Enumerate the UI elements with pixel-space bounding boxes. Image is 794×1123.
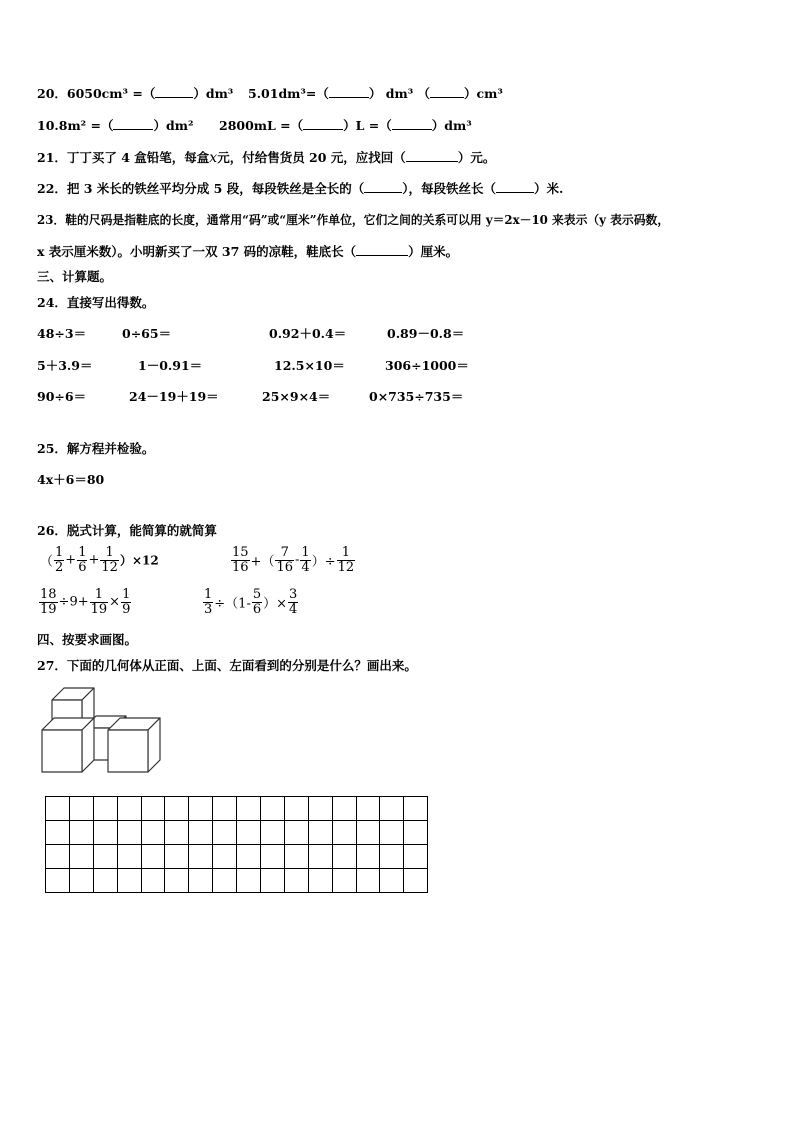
grid-cell[interactable] <box>189 821 213 845</box>
grid-cell[interactable] <box>69 869 93 893</box>
fraction: $\frac{1}{6}$ <box>78 545 87 575</box>
grid-cell[interactable] <box>93 797 117 821</box>
grid-cell[interactable] <box>117 821 141 845</box>
grid-cell[interactable] <box>261 845 285 869</box>
q24-item: 0.89－0.8＝ <box>387 326 465 341</box>
answer-blank[interactable] <box>155 87 193 98</box>
grid-cell[interactable] <box>117 845 141 869</box>
grid-cell[interactable] <box>46 845 70 869</box>
grid-cell[interactable] <box>69 797 93 821</box>
q24-item: 90÷6＝ <box>37 389 87 404</box>
grid-cell[interactable] <box>237 821 261 845</box>
grid-cell[interactable] <box>308 845 332 869</box>
grid-cell[interactable] <box>189 869 213 893</box>
grid-cell[interactable] <box>165 869 189 893</box>
fraction: $\frac{1}{12}$ <box>101 545 118 575</box>
grid-cell[interactable] <box>46 797 70 821</box>
grid-cell[interactable] <box>69 821 93 845</box>
drawing-grid[interactable] <box>45 796 428 893</box>
q27-title: 27．下面的几何体从正面、上面、左面看到的分别是什么？画出来。 <box>37 658 417 673</box>
answer-blank[interactable] <box>364 182 402 193</box>
q24-item: 48÷3＝ <box>37 326 87 341</box>
q20-part-b: 5.01dm³=（ ） dm³ （ ）cm³ <box>248 86 503 101</box>
grid-cell[interactable] <box>284 845 308 869</box>
grid-row <box>46 821 428 845</box>
grid-cell[interactable] <box>213 797 237 821</box>
grid-cell[interactable] <box>284 797 308 821</box>
grid-cell[interactable] <box>308 821 332 845</box>
cube-solid-figure <box>38 684 166 776</box>
q20-part-d: 2800mL =（ ）L =（ ）dm³ <box>219 118 472 133</box>
grid-cell[interactable] <box>189 797 213 821</box>
q26-expression-1: （ $\frac{1}{2}$ + $\frac{1}{6}$ + $\frac{1}{12}$ ）×12 <box>40 545 159 575</box>
grid-cell[interactable] <box>261 797 285 821</box>
grid-cell[interactable] <box>380 845 404 869</box>
grid-cell[interactable] <box>213 821 237 845</box>
fraction: $\frac{3}{4}$ <box>289 587 298 617</box>
q22: 22．把 3 米长的铁丝平均分成 5 段，每段铁丝是全长的（ ），每段铁丝长（ ）米. <box>37 181 564 196</box>
grid-cell[interactable] <box>141 797 165 821</box>
grid-cell[interactable] <box>356 869 380 893</box>
grid-row <box>46 869 428 893</box>
grid-cell[interactable] <box>46 821 70 845</box>
fraction: $\frac{15}{16}$ <box>232 545 249 575</box>
fraction: $\frac{5}{6}$ <box>252 587 262 617</box>
answer-blank[interactable] <box>496 182 534 193</box>
q26-expression-3: $\frac{18}{19}$ ÷9+ $\frac{1}{19}$ × $\frac{1}{9}$ <box>40 587 131 617</box>
grid-row <box>46 797 428 821</box>
grid-cell[interactable] <box>332 821 356 845</box>
q25-equation: 4x＋6＝80 <box>37 472 105 487</box>
grid-cell[interactable] <box>356 821 380 845</box>
fraction: $\frac{7}{16}$ <box>276 545 293 575</box>
q24-item: 1－0.91＝ <box>138 358 203 373</box>
answer-blank[interactable] <box>356 245 408 256</box>
answer-blank[interactable] <box>406 151 458 162</box>
fraction: $\frac{1}{2}$ <box>55 545 64 575</box>
grid-cell[interactable] <box>237 845 261 869</box>
q24-item: 25×9×4＝ <box>262 389 331 404</box>
section-heading: 三、计算题。 <box>37 269 113 284</box>
fraction: $\frac{1}{3}$ <box>204 587 213 617</box>
grid-cell[interactable] <box>284 821 308 845</box>
q24-item: 0×735÷735＝ <box>369 389 464 404</box>
grid-cell[interactable] <box>308 869 332 893</box>
grid-cell[interactable] <box>356 845 380 869</box>
grid-cell[interactable] <box>404 845 428 869</box>
grid-cell[interactable] <box>117 869 141 893</box>
fraction: $\frac{18}{19}$ <box>40 587 57 617</box>
grid-cell[interactable] <box>141 821 165 845</box>
q23-line2: x 表示厘米数）。小明新买了一双 37 码的凉鞋，鞋底长（ ）厘米。 <box>37 244 459 259</box>
grid-cell[interactable] <box>404 821 428 845</box>
grid-cell[interactable] <box>93 845 117 869</box>
fraction: $\frac{1}{12}$ <box>337 545 355 575</box>
answer-blank[interactable] <box>113 119 153 130</box>
grid-cell[interactable] <box>332 845 356 869</box>
q25-title: 25．解方程并检验。 <box>37 441 155 456</box>
q21: 21．丁丁买了 4 盒铅笔，每盒x元，付给售货员 20 元，应找回（ ）元。 <box>37 150 496 166</box>
grid-cell[interactable] <box>141 869 165 893</box>
q24-item: 12.5×10＝ <box>274 358 345 373</box>
fraction: $\frac{1}{4}$ <box>301 545 310 575</box>
cube-face <box>42 730 82 772</box>
answer-blank[interactable] <box>430 87 464 98</box>
grid-cell[interactable] <box>141 845 165 869</box>
grid-cell[interactable] <box>261 821 285 845</box>
grid-row <box>46 845 428 869</box>
grid-cell[interactable] <box>261 869 285 893</box>
grid-cell[interactable] <box>213 869 237 893</box>
q24-title: 24．直接写出得数。 <box>37 295 155 310</box>
q24-item: 0÷65＝ <box>122 326 172 341</box>
grid-cell[interactable] <box>93 869 117 893</box>
q20-line1: 20．6050cm³ =（ ）dm³ <box>37 86 234 101</box>
grid-cell[interactable] <box>356 797 380 821</box>
grid-cell[interactable] <box>380 869 404 893</box>
grid-cell[interactable] <box>117 797 141 821</box>
grid-cell[interactable] <box>404 869 428 893</box>
grid-cell[interactable] <box>165 821 189 845</box>
q26-expression-4: $\frac{1}{3}$ ÷（1- $\frac{5}{6}$ ）× $\frac{3}{4}$ <box>204 587 298 617</box>
fraction: $\frac{1}{19}$ <box>90 587 108 617</box>
q23-line1: 23．鞋的尺码是指鞋底的长度，通常用“码”或“厘米”作单位，它们之间的关系可以用 y＝2x－10 来表示（y 表示码数， <box>37 213 670 227</box>
cube-face <box>108 730 148 772</box>
section-heading: 四、按要求画图。 <box>37 632 138 647</box>
grid-cell[interactable] <box>380 821 404 845</box>
grid-cell[interactable] <box>69 845 93 869</box>
grid-cell[interactable] <box>380 797 404 821</box>
answer-blank[interactable] <box>303 119 343 130</box>
grid-cell[interactable] <box>237 869 261 893</box>
grid-cell[interactable] <box>332 869 356 893</box>
grid-cell[interactable] <box>46 869 70 893</box>
q26-expression-2: $\frac{15}{16}$ +（ $\frac{7}{16}$ - $\frac{1}{4}$ ）÷ $\frac{1}{12}$ <box>232 545 355 575</box>
grid-cell[interactable] <box>93 821 117 845</box>
grid-cell[interactable] <box>213 845 237 869</box>
grid-cell[interactable] <box>237 797 261 821</box>
grid-cell[interactable] <box>308 797 332 821</box>
answer-blank[interactable] <box>392 119 432 130</box>
q24-item: 5＋3.9＝ <box>37 358 93 373</box>
q20-line2: 10.8m² =（ ）dm² <box>37 118 194 133</box>
q24-item: 306÷1000＝ <box>385 358 469 373</box>
q24-item: 0.92＋0.4＝ <box>269 326 347 341</box>
fraction: $\frac{1}{9}$ <box>122 587 131 617</box>
q26-title: 26．脱式计算，能简算的就简算 <box>37 523 217 538</box>
grid-cell[interactable] <box>189 845 213 869</box>
grid-cell[interactable] <box>404 797 428 821</box>
answer-blank[interactable] <box>329 87 369 98</box>
q24-item: 24－19＋19＝ <box>129 389 219 404</box>
grid-cell[interactable] <box>332 797 356 821</box>
grid-cell[interactable] <box>284 869 308 893</box>
grid-cell[interactable] <box>165 797 189 821</box>
grid-cell[interactable] <box>165 845 189 869</box>
